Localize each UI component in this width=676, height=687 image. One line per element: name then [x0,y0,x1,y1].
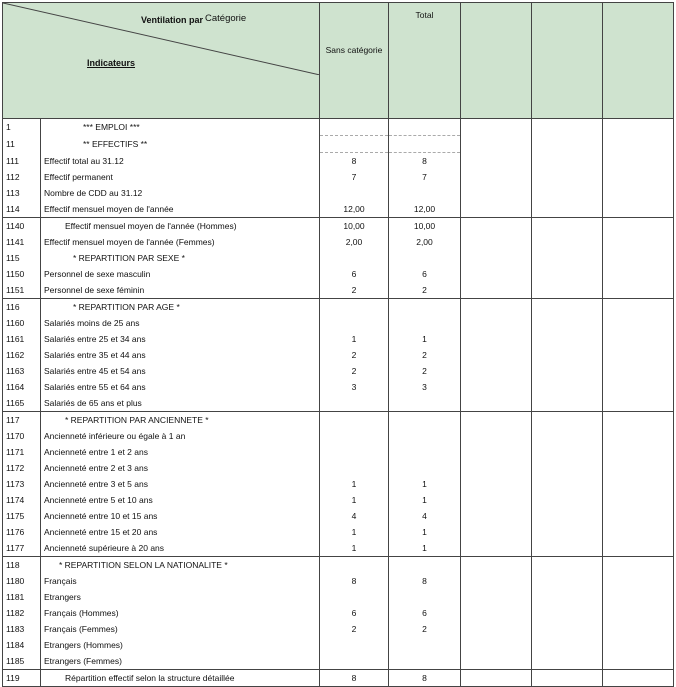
row-empty-cell [532,185,603,201]
row-value-total: 10,00 [389,218,461,235]
row-value-sans-categorie: 2 [320,282,389,299]
row-code: 1174 [3,492,41,508]
row-code: 1141 [3,234,41,250]
table-row [3,653,674,670]
row-code: 1176 [3,524,41,540]
row-empty-cell [461,119,532,136]
row-empty-cell [461,218,532,235]
row-value-total [389,136,461,153]
row-empty-cell [603,282,674,299]
row-empty-cell [461,347,532,363]
row-empty-cell [603,492,674,508]
row-code: 1162 [3,347,41,363]
row-value-total [389,589,461,605]
row-empty-cell [532,621,603,637]
row-value-total [389,557,461,574]
row-value-sans-categorie: 7 [320,169,389,185]
row-empty-cell [603,637,674,653]
row-code: 1180 [3,573,41,589]
row-code: 1164 [3,379,41,395]
row-indicator-label: Etrangers (Femmes) [41,653,320,670]
row-empty-cell [461,492,532,508]
row-code: 1181 [3,589,41,605]
table-row [3,153,674,170]
table-row [3,315,674,331]
row-empty-cell [461,266,532,282]
row-value-sans-categorie [320,119,389,136]
row-empty-cell [603,185,674,201]
row-code: 1163 [3,363,41,379]
row-empty-cell [603,250,674,266]
row-value-sans-categorie [320,428,389,444]
row-empty-cell [461,250,532,266]
row-code: 114 [3,201,41,218]
row-indicator-label: Ancienneté entre 2 et 3 ans [41,460,320,476]
row-empty-cell [461,540,532,557]
row-empty-cell [532,201,603,218]
row-indicator-label: Ancienneté inférieure ou égale à 1 an [41,428,320,444]
row-empty-cell [461,282,532,299]
row-indicator-label: Salariés entre 55 et 64 ans [41,379,320,395]
row-indicator-label: Personnel de sexe masculin [41,266,320,282]
row-empty-cell [532,266,603,282]
row-code: 1172 [3,460,41,476]
row-empty-cell [603,136,674,153]
row-code: 1173 [3,476,41,492]
row-empty-cell [461,169,532,185]
row-empty-cell [461,476,532,492]
row-empty-cell [603,476,674,492]
row-value-total: 2 [389,282,461,299]
row-empty-cell [603,653,674,670]
row-empty-cell [603,315,674,331]
row-value-total: 2,00 [389,234,461,250]
row-indicator-label: Personnel de sexe féminin [41,282,320,299]
row-value-sans-categorie: 8 [320,153,389,170]
row-empty-cell [532,282,603,299]
row-indicator-label: Nombre de CDD au 31.12 [41,185,320,201]
row-empty-cell [603,153,674,170]
row-empty-cell [603,234,674,250]
row-empty-cell [603,444,674,460]
row-code: 1177 [3,540,41,557]
row-empty-cell [461,524,532,540]
row-value-total: 1 [389,524,461,540]
row-value-sans-categorie: 2 [320,347,389,363]
row-empty-cell [532,250,603,266]
row-indicator-label: Ancienneté supérieure à 20 ans [41,540,320,557]
row-empty-cell [461,573,532,589]
table-row [3,347,674,363]
row-empty-cell [603,508,674,524]
diagonal-line [3,3,320,75]
table-row [3,119,674,136]
row-code: 115 [3,250,41,266]
row-value-total: 3 [389,379,461,395]
row-value-total [389,119,461,136]
table-row [3,476,674,492]
row-value-sans-categorie: 1 [320,492,389,508]
table-row [3,299,674,316]
row-indicator-label: Effectif total au 31.12 [41,153,320,170]
row-empty-cell [461,379,532,395]
row-value-total [389,395,461,412]
row-value-total [389,185,461,201]
row-value-total: 1 [389,492,461,508]
row-empty-cell [603,347,674,363]
table-row [3,169,674,185]
row-empty-cell [461,508,532,524]
row-value-total: 4 [389,508,461,524]
row-value-total: 2 [389,363,461,379]
row-empty-cell [532,379,603,395]
row-value-sans-categorie: 8 [320,670,389,687]
row-indicator-label: Ancienneté entre 5 et 10 ans [41,492,320,508]
row-code: 112 [3,169,41,185]
row-empty-cell [532,363,603,379]
row-empty-cell [603,412,674,429]
row-indicator-label: Ancienneté entre 10 et 15 ans [41,508,320,524]
table-row [3,412,674,429]
row-code: 1165 [3,395,41,412]
indicateurs-label: Indicateurs [87,58,136,68]
table-row [3,492,674,508]
row-empty-cell [532,589,603,605]
row-indicator-label: Salariés de 65 ans et plus [41,395,320,412]
row-code: 1171 [3,444,41,460]
row-value-sans-categorie: 6 [320,266,389,282]
table-row [3,444,674,460]
row-code: 11 [3,136,41,153]
row-value-sans-categorie: 4 [320,508,389,524]
row-indicator-label: Etrangers (Hommes) [41,637,320,653]
row-value-sans-categorie [320,185,389,201]
column-header-sans-categorie: Sans catégorie [320,3,389,119]
row-empty-cell [461,153,532,170]
row-value-sans-categorie: 6 [320,605,389,621]
table-row [3,670,674,687]
row-empty-cell [461,201,532,218]
table-row [3,637,674,653]
row-empty-cell [603,573,674,589]
row-value-total [389,315,461,331]
row-value-total [389,428,461,444]
row-value-sans-categorie [320,460,389,476]
row-empty-cell [532,347,603,363]
row-value-total: 7 [389,169,461,185]
ventilation-label: Ventilation par [141,15,204,25]
row-empty-cell [461,363,532,379]
indicators-table [2,2,674,687]
table-row [3,185,674,201]
row-indicator-label: * REPARTITION PAR SEXE * [41,250,320,266]
row-code: 1160 [3,315,41,331]
table-row [3,573,674,589]
row-indicator-label: Salariés entre 35 et 44 ans [41,347,320,363]
row-empty-cell [532,653,603,670]
row-indicator-label: ** EFFECTIFS ** [41,136,320,153]
table-row [3,460,674,476]
table-row [3,282,674,299]
row-value-total [389,299,461,316]
row-value-sans-categorie [320,653,389,670]
row-empty-cell [603,169,674,185]
row-indicator-label: * REPARTITION SELON LA NATIONALITE * [41,557,320,574]
table-row [3,557,674,574]
row-empty-cell [532,331,603,347]
row-empty-cell [461,185,532,201]
row-empty-cell [603,524,674,540]
row-empty-cell [532,492,603,508]
table-row [3,395,674,412]
row-empty-cell [461,460,532,476]
row-empty-cell [603,379,674,395]
row-code: 1175 [3,508,41,524]
row-empty-cell [532,153,603,170]
row-value-sans-categorie [320,412,389,429]
row-value-total [389,412,461,429]
table-row [3,331,674,347]
row-value-total: 6 [389,266,461,282]
categorie-label: Catégorie [205,13,247,24]
row-empty-cell [603,119,674,136]
row-value-total: 8 [389,153,461,170]
row-empty-cell [461,428,532,444]
row-empty-cell [603,557,674,574]
row-code: 1161 [3,331,41,347]
row-value-total [389,444,461,460]
row-empty-cell [532,299,603,316]
table-row [3,524,674,540]
row-value-total [389,653,461,670]
row-value-total: 2 [389,347,461,363]
row-empty-cell [532,460,603,476]
table-row [3,428,674,444]
row-indicator-label: *** EMPLOI *** [41,119,320,136]
table-row [3,201,674,218]
row-empty-cell [603,299,674,316]
row-empty-cell [532,428,603,444]
row-empty-cell [532,412,603,429]
row-empty-cell [603,605,674,621]
table-row [3,589,674,605]
column-header-empty [532,3,603,119]
row-indicator-label: Français (Femmes) [41,621,320,637]
row-indicator-label: Français (Hommes) [41,605,320,621]
row-code: 1183 [3,621,41,637]
row-indicator-label: Ancienneté entre 3 et 5 ans [41,476,320,492]
row-empty-cell [461,299,532,316]
row-value-total [389,637,461,653]
row-indicator-label: Français [41,573,320,589]
row-empty-cell [461,395,532,412]
row-indicator-label: Ancienneté entre 1 et 2 ans [41,444,320,460]
row-value-total: 6 [389,605,461,621]
row-indicator-label: Etrangers [41,589,320,605]
row-value-sans-categorie: 1 [320,331,389,347]
row-value-total: 1 [389,540,461,557]
row-empty-cell [532,169,603,185]
row-value-sans-categorie [320,589,389,605]
table-row [3,250,674,266]
header-diagonal-cell [3,3,320,119]
row-indicator-label: Répartition effectif selon la structure détaillée [41,670,320,687]
row-code: 1170 [3,428,41,444]
row-empty-cell [532,476,603,492]
row-value-total: 1 [389,476,461,492]
row-value-total: 8 [389,573,461,589]
table-row [3,379,674,395]
row-empty-cell [461,670,532,687]
row-value-sans-categorie: 8 [320,573,389,589]
table-body [3,119,674,687]
row-indicator-label: Salariés entre 45 et 54 ans [41,363,320,379]
row-code: 1151 [3,282,41,299]
row-empty-cell [461,621,532,637]
row-indicator-label: Salariés entre 25 et 34 ans [41,331,320,347]
row-value-sans-categorie: 2 [320,363,389,379]
row-empty-cell [532,670,603,687]
row-empty-cell [532,557,603,574]
row-empty-cell [461,653,532,670]
row-value-sans-categorie: 10,00 [320,218,389,235]
row-value-sans-categorie: 2 [320,621,389,637]
row-value-sans-categorie [320,444,389,460]
row-value-sans-categorie: 1 [320,524,389,540]
row-empty-cell [603,266,674,282]
row-code: 1140 [3,218,41,235]
row-indicator-label: Salariés moins de 25 ans [41,315,320,331]
row-code: 113 [3,185,41,201]
row-value-total: 1 [389,331,461,347]
column-header-total: Total [389,3,461,119]
row-indicator-label: * REPARTITION PAR ANCIENNETE * [41,412,320,429]
row-empty-cell [461,234,532,250]
row-value-total [389,460,461,476]
row-empty-cell [603,540,674,557]
row-empty-cell [461,444,532,460]
row-code: 1150 [3,266,41,282]
row-empty-cell [532,540,603,557]
row-indicator-label: Effectif mensuel moyen de l'année (Hommes) [41,218,320,235]
row-code: 117 [3,412,41,429]
table-row [3,540,674,557]
row-empty-cell [603,460,674,476]
row-empty-cell [461,637,532,653]
row-empty-cell [603,201,674,218]
row-empty-cell [532,605,603,621]
row-empty-cell [532,315,603,331]
row-empty-cell [461,589,532,605]
column-header-empty [461,3,532,119]
row-value-sans-categorie [320,315,389,331]
table-row [3,234,674,250]
row-indicator-label: Effectif permanent [41,169,320,185]
table-row [3,266,674,282]
row-indicator-label: Ancienneté entre 15 et 20 ans [41,524,320,540]
row-code: 118 [3,557,41,574]
row-empty-cell [532,395,603,412]
row-value-sans-categorie [320,395,389,412]
row-empty-cell [603,428,674,444]
row-empty-cell [461,557,532,574]
row-value-sans-categorie [320,136,389,153]
table-row [3,508,674,524]
header-row [3,3,674,119]
table-row [3,605,674,621]
row-indicator-label: Effectif mensuel moyen de l'année (Femmes) [41,234,320,250]
table-row [3,136,674,153]
row-value-sans-categorie [320,637,389,653]
row-empty-cell [532,218,603,235]
row-indicator-label: Effectif mensuel moyen de l'année [41,201,320,218]
row-value-sans-categorie [320,557,389,574]
row-empty-cell [603,363,674,379]
row-code: 1 [3,119,41,136]
row-empty-cell [461,331,532,347]
row-empty-cell [532,136,603,153]
table-row [3,621,674,637]
row-value-sans-categorie [320,299,389,316]
row-empty-cell [603,218,674,235]
row-empty-cell [532,119,603,136]
row-empty-cell [532,637,603,653]
row-empty-cell [532,524,603,540]
row-indicator-label: * REPARTITION PAR AGE * [41,299,320,316]
row-code: 1184 [3,637,41,653]
row-empty-cell [603,395,674,412]
row-empty-cell [532,573,603,589]
row-value-total [389,250,461,266]
row-value-total: 8 [389,670,461,687]
row-empty-cell [461,315,532,331]
row-code: 111 [3,153,41,170]
row-empty-cell [603,670,674,687]
table-row [3,218,674,235]
row-empty-cell [603,621,674,637]
row-empty-cell [461,605,532,621]
row-code: 1182 [3,605,41,621]
column-header-empty [603,3,674,119]
row-empty-cell [532,234,603,250]
row-empty-cell [603,331,674,347]
table-row [3,363,674,379]
row-value-sans-categorie: 1 [320,476,389,492]
row-value-sans-categorie: 1 [320,540,389,557]
row-empty-cell [532,444,603,460]
row-value-total: 2 [389,621,461,637]
row-value-sans-categorie: 3 [320,379,389,395]
row-empty-cell [532,508,603,524]
row-value-sans-categorie: 2,00 [320,234,389,250]
row-code: 116 [3,299,41,316]
row-value-total: 12,00 [389,201,461,218]
row-value-sans-categorie: 12,00 [320,201,389,218]
row-value-sans-categorie [320,250,389,266]
row-code: 1185 [3,653,41,670]
row-empty-cell [461,412,532,429]
row-empty-cell [461,136,532,153]
row-empty-cell [603,589,674,605]
row-code: 119 [3,670,41,687]
